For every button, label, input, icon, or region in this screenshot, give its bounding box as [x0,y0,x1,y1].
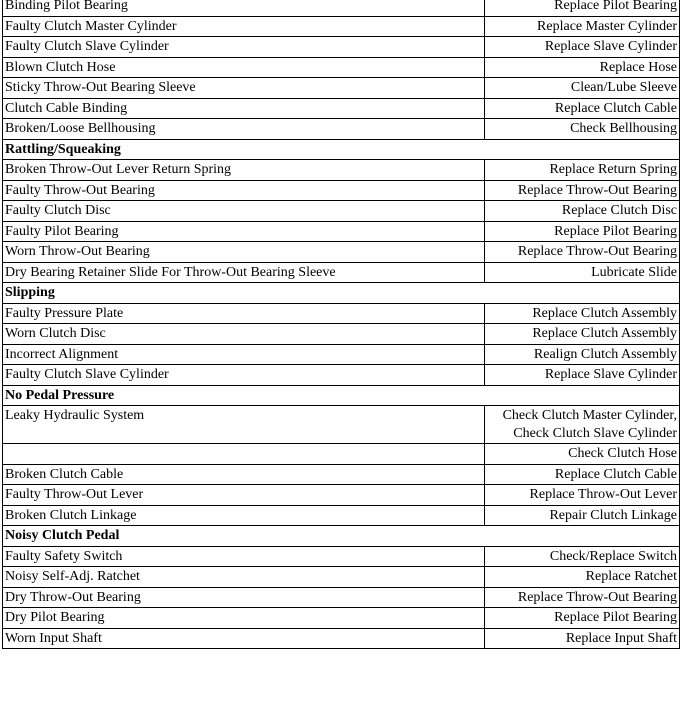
table-row [3,628,680,649]
section-title: Rattling/Squeaking [3,139,680,160]
cause-cell: Dry Throw-Out Bearing [3,587,485,608]
table-row [3,546,680,567]
table-row [3,180,680,201]
table-row [3,324,680,345]
remedy-cell: Check Bellhousing [485,119,680,140]
cause-cell: Sticky Throw-Out Bearing Sleeve [3,78,485,99]
section-title: Noisy Clutch Pedal [3,526,680,547]
remedy-cell: Replace Pilot Bearing [485,608,680,629]
table-row [3,587,680,608]
table-body [3,0,680,649]
remedy-cell: Replace Return Spring [485,160,680,181]
table-row [3,567,680,588]
remedy-cell: Replace Pilot Bearing [485,0,680,16]
table-row [3,221,680,242]
remedy-cell: Replace Throw-Out Lever [485,485,680,506]
cause-cell: Broken Clutch Cable [3,464,485,485]
table-row [3,485,680,506]
cause-cell: Faulty Clutch Slave Cylinder [3,37,485,58]
remedy-cell: Replace Throw-Out Bearing [485,180,680,201]
table-row [3,16,680,37]
cause-cell: Binding Pilot Bearing [3,0,485,16]
remedy-cell: Lubricate Slide [485,262,680,283]
table-row [3,98,680,119]
cause-cell: Incorrect Alignment [3,344,485,365]
table-row [3,242,680,263]
remedy-cell: Realign Clutch Assembly [485,344,680,365]
cause-cell: Broken Throw-Out Lever Return Spring [3,160,485,181]
table-row [3,262,680,283]
table-row [3,505,680,526]
cause-cell: Faulty Pressure Plate [3,303,485,324]
cause-cell: Dry Pilot Bearing [3,608,485,629]
section-title: No Pedal Pressure [3,385,680,406]
cause-cell: Broken/Loose Bellhousing [3,119,485,140]
section-header-row [3,283,680,304]
remedy-cell: Replace Clutch Cable [485,98,680,119]
table-row [3,160,680,181]
cause-cell: Dry Bearing Retainer Slide For Throw-Out Bearing Sleeve [3,262,485,283]
table-row [3,406,680,444]
table-row [3,464,680,485]
cause-cell: Faulty Pilot Bearing [3,221,485,242]
cause-cell: Faulty Safety Switch [3,546,485,567]
remedy-cell: Replace Master Cylinder [485,16,680,37]
cause-cell: Worn Clutch Disc [3,324,485,345]
cause-cell: Clutch Cable Binding [3,98,485,119]
remedy-cell: Clean/Lube Sleeve [485,78,680,99]
cause-cell: Noisy Self-Adj. Ratchet [3,567,485,588]
cause-cell: Faulty Clutch Master Cylinder [3,16,485,37]
cause-cell: Broken Clutch Linkage [3,505,485,526]
table-row [3,608,680,629]
cause-cell: Faulty Clutch Disc [3,201,485,222]
table-row [3,303,680,324]
remedy-cell: Check Clutch Master Cylinder, Check Clutch Slave Cylinder [485,406,680,444]
remedy-cell: Replace Clutch Assembly [485,303,680,324]
remedy-cell: Replace Slave Cylinder [485,37,680,58]
remedy-cell: Replace Slave Cylinder [485,365,680,386]
remedy-cell: Replace Ratchet [485,567,680,588]
table-row [3,57,680,78]
section-header-row [3,139,680,160]
remedy-cell: Check Clutch Hose [485,444,680,465]
cause-cell: Worn Throw-Out Bearing [3,242,485,263]
table-row [3,78,680,99]
remedy-cell: Replace Input Shaft [485,628,680,649]
remedy-cell: Replace Pilot Bearing [485,221,680,242]
cause-cell: Worn Input Shaft [3,628,485,649]
cause-cell: Faulty Throw-Out Lever [3,485,485,506]
table-row [3,119,680,140]
remedy-cell: Replace Clutch Disc [485,201,680,222]
section-header-row [3,385,680,406]
table-row [3,0,680,16]
remedy-cell: Replace Clutch Cable [485,464,680,485]
clutch-diagnosis-table [2,0,680,649]
table-row [3,201,680,222]
remedy-cell: Replace Clutch Assembly [485,324,680,345]
table-row [3,365,680,386]
remedy-cell: Check/Replace Switch [485,546,680,567]
remedy-cell: Replace Throw-Out Bearing [485,242,680,263]
section-title: Slipping [3,283,680,304]
table-row [3,37,680,58]
table-row [3,344,680,365]
cause-cell: Faulty Throw-Out Bearing [3,180,485,201]
cause-cell [3,444,485,465]
cause-cell: Blown Clutch Hose [3,57,485,78]
section-header-row [3,526,680,547]
remedy-cell: Repair Clutch Linkage [485,505,680,526]
remedy-cell: Replace Hose [485,57,680,78]
cause-cell: Leaky Hydraulic System [3,406,485,444]
table-row [3,444,680,465]
remedy-cell: Replace Throw-Out Bearing [485,587,680,608]
cause-cell: Faulty Clutch Slave Cylinder [3,365,485,386]
